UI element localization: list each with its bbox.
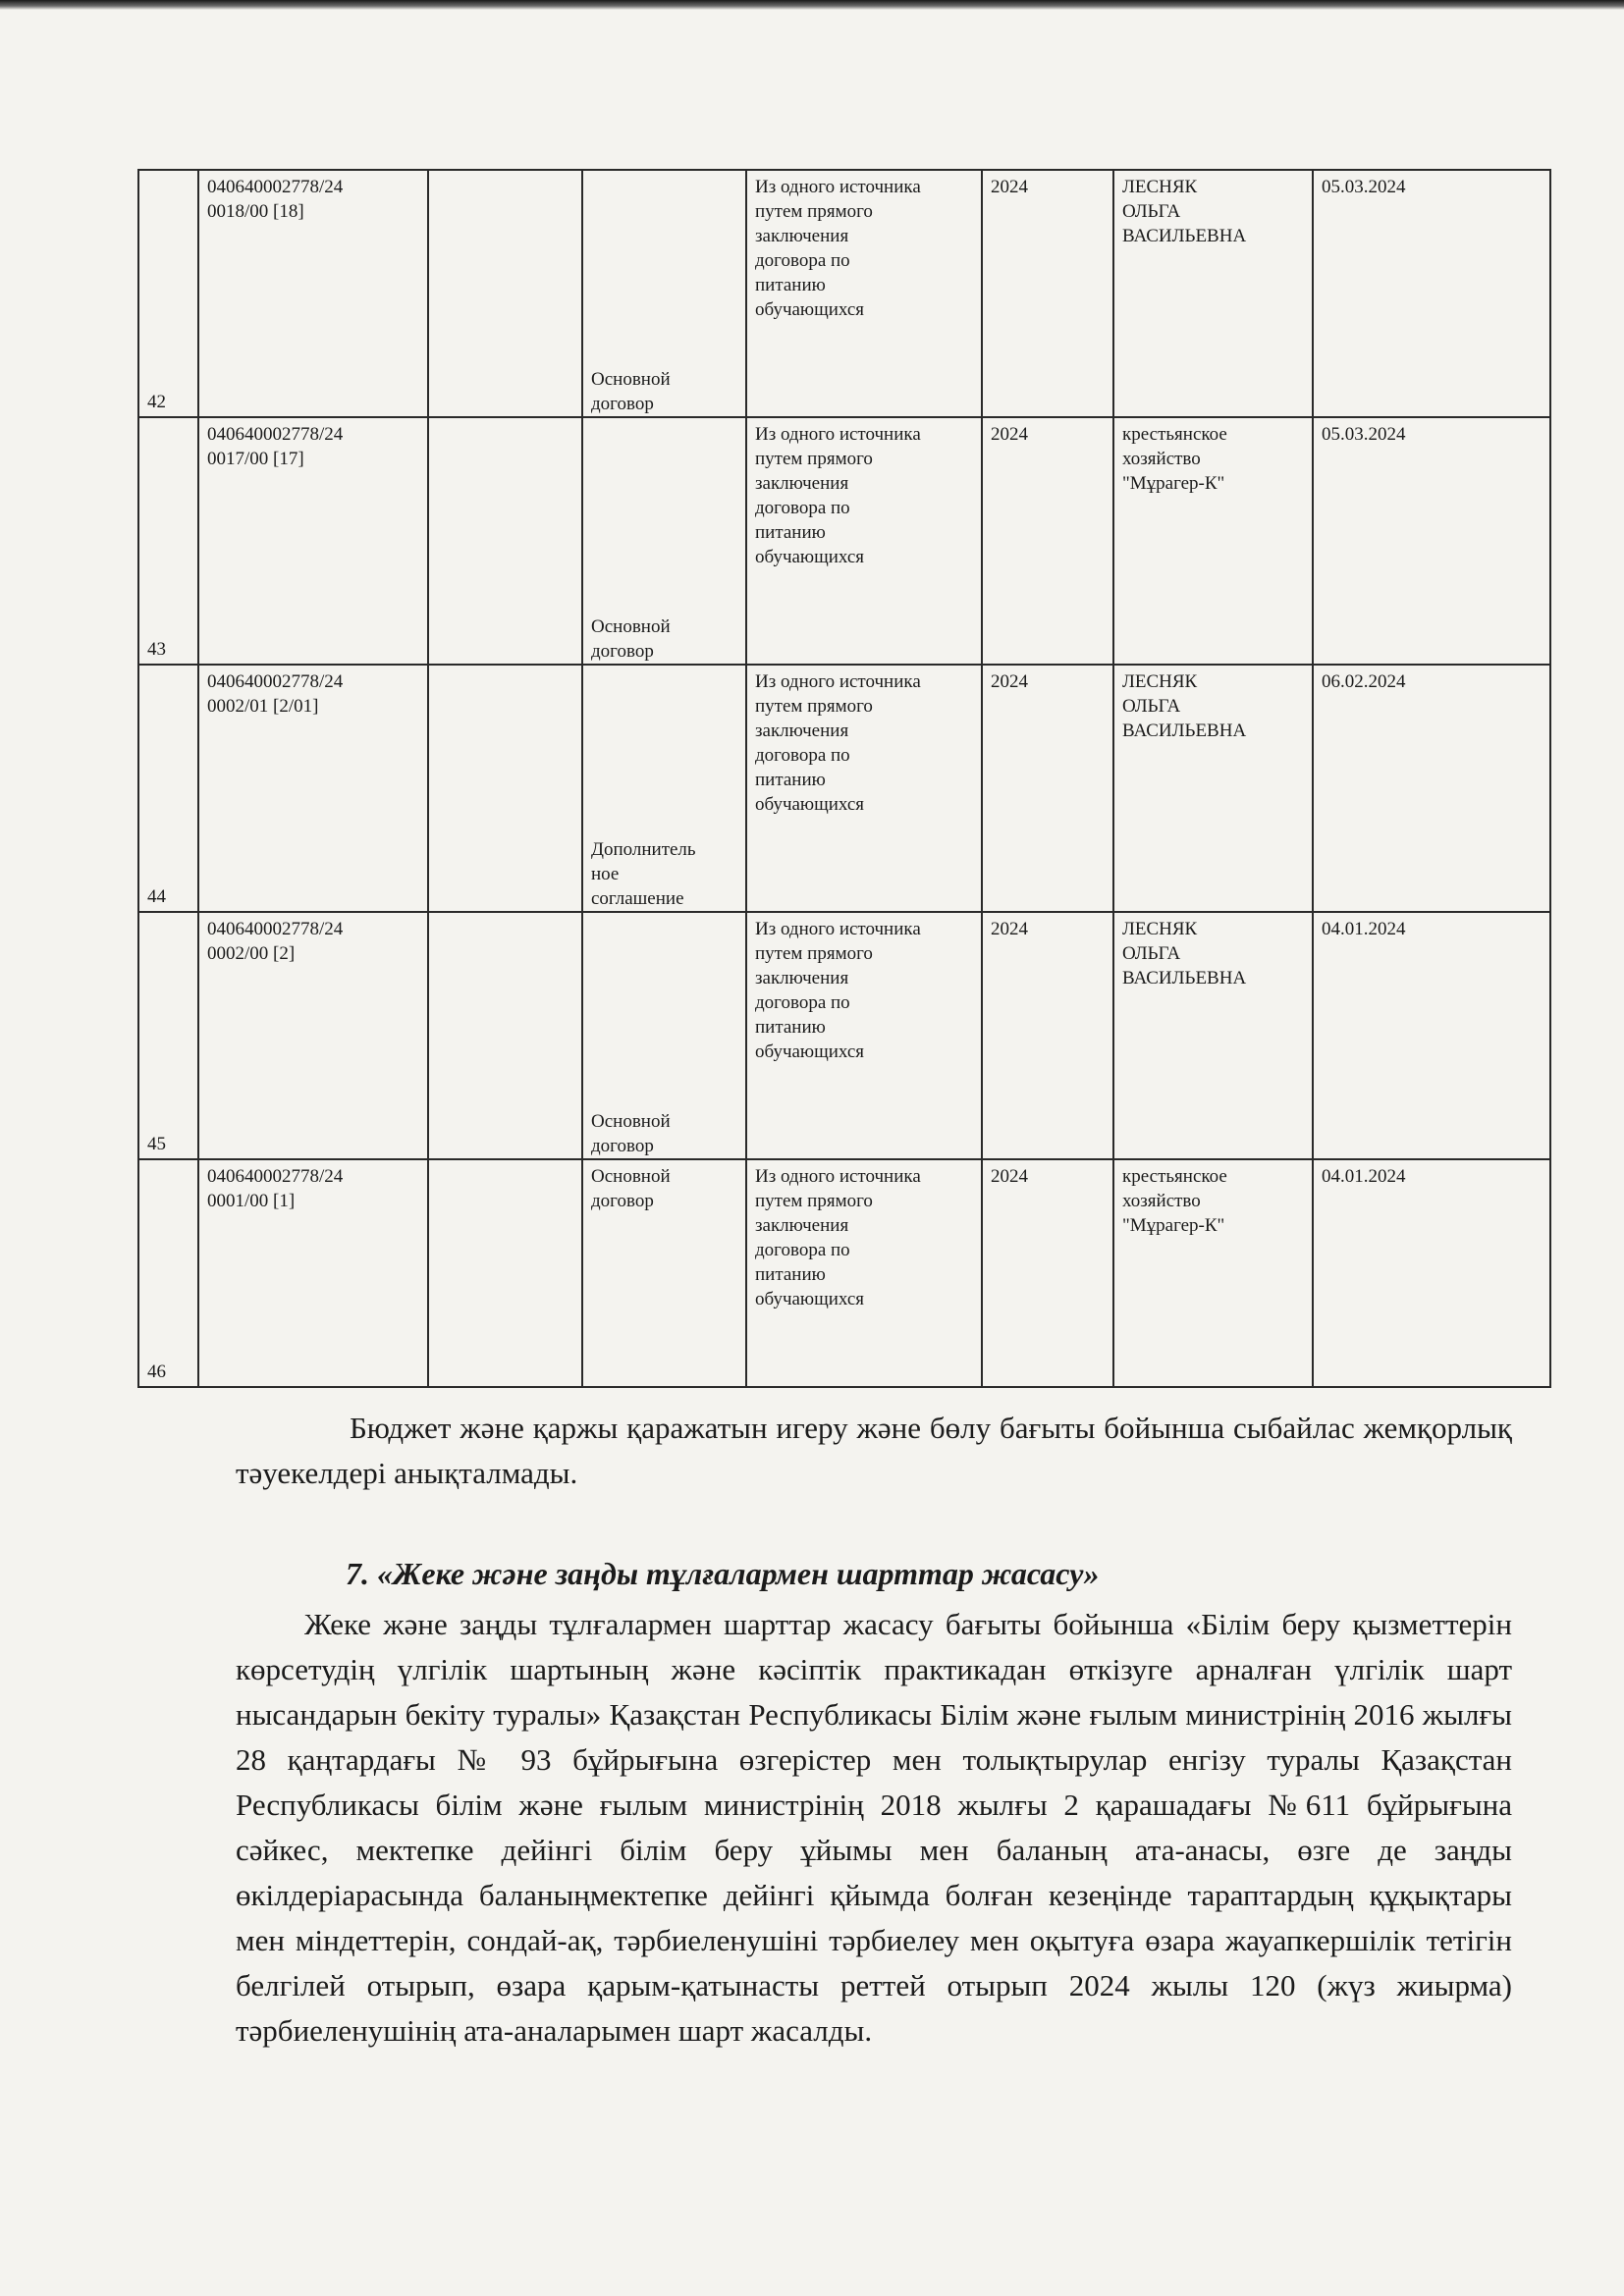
row-number: 44: [138, 665, 198, 912]
contract-number: 040640002778/24 0001/00 [1]: [198, 1159, 428, 1387]
contract-year: 2024: [982, 170, 1113, 417]
supplier-name: ЛЕСНЯК ОЛЬГА ВАСИЛЬЕВНА: [1113, 665, 1313, 912]
procurement-method: Из одного источника путем прямого заключения договора по питанию обучающихся: [746, 170, 982, 417]
empty-cell: [428, 912, 582, 1159]
supplier-name: крестьянское хозяйство "Мұрагер-К": [1113, 1159, 1313, 1387]
empty-cell: [428, 1159, 582, 1387]
contract-type: Основной договор: [582, 912, 746, 1159]
contract-year: 2024: [982, 1159, 1113, 1387]
contracts-paragraph: Жеке және заңды тұлғалармен шарттар жасасу бағыты бойынша «Білім беру қызметтерін көрсетудің үлгілік шартының және кәсіптік практикадан өткізуге арналған үлгілік шарт нысандарын бекіту туралы» Қазақстан Республикасы Білім және ғылым министрінің 2016 жылғы 28 қаңтардағы № 93 бұйрығына өзгерістер мен толықтырулар енгізу туралы Қазақстан Республикасы білім және ғылым министрінің 2018 жылғы 2 қарашадағы №611 бұйрығына сәйкес, мектепке дейінгі білім беру ұйымы мен баланың ата-анасы, өзге де заңды өкілдеріарасында баланыңмектепке дейінгі қйымда болған кезеңінде тараптардың құқықтары мен міндеттерін, сондай-ақ, тәрбиеленушіні тәрбиелеу мен оқытуға өзара жауапкершілік тетігін белгілей отырып, өзара қарым-қатынасты реттей отырып 2024 жылы 120 (жүз жиырма) тәрбиеленушінің ата-аналарымен шарт жасалды.: [236, 1607, 1512, 2048]
budget-paragraph: Бюджет және қаржы қаражатын игеру және бөлу бағыты бойынша сыбайлас жемқорлық тәуекелдері анықталмады.: [236, 1411, 1512, 1490]
contract-date: 04.01.2024: [1313, 1159, 1550, 1387]
contract-number: 040640002778/24 0002/01 [2/01]: [198, 665, 428, 912]
empty-cell: [428, 665, 582, 912]
contract-type: Дополнитель ное соглашение: [582, 665, 746, 912]
procurement-method: Из одного источника путем прямого заключения договора по питанию обучающихся: [746, 1159, 982, 1387]
empty-cell: [428, 417, 582, 665]
contract-date: 04.01.2024: [1313, 912, 1550, 1159]
procurement-method: Из одного источника путем прямого заключения договора по питанию обучающихся: [746, 665, 982, 912]
contracts-table-body: [138, 170, 1550, 1387]
procurement-method: Из одного источника путем прямого заключения договора по питанию обучающихся: [746, 417, 982, 665]
contract-year: 2024: [982, 417, 1113, 665]
contract-type: Основной договор: [582, 417, 746, 665]
row-number: 42: [138, 170, 198, 417]
contract-type: Основной договор: [582, 1159, 746, 1387]
procurement-method: Из одного источника путем прямого заключения договора по питанию обучающихся: [746, 912, 982, 1159]
table-row: [138, 665, 1550, 912]
row-number: 45: [138, 912, 198, 1159]
table-row: [138, 417, 1550, 665]
row-number: 43: [138, 417, 198, 665]
row-number: 46: [138, 1159, 198, 1387]
contract-date: 06.02.2024: [1313, 665, 1550, 912]
table-row: [138, 912, 1550, 1159]
supplier-name: ЛЕСНЯК ОЛЬГА ВАСИЛЬЕВНА: [1113, 912, 1313, 1159]
contract-date: 05.03.2024: [1313, 170, 1550, 417]
empty-cell: [428, 170, 582, 417]
contract-date: 05.03.2024: [1313, 417, 1550, 665]
contract-number: 040640002778/24 0017/00 [17]: [198, 417, 428, 665]
contract-year: 2024: [982, 665, 1113, 912]
table-row: [138, 170, 1550, 417]
contracts-table: [137, 169, 1551, 1388]
supplier-name: ЛЕСНЯК ОЛЬГА ВАСИЛЬЕВНА: [1113, 170, 1313, 417]
scan-edge: [0, 0, 1624, 10]
contract-type: Основной договор: [582, 170, 746, 417]
contract-number: 040640002778/24 0002/00 [2]: [198, 912, 428, 1159]
section-heading: 7. «Жеке және заңды тұлғалармен шарттар жасасу»: [346, 1556, 1100, 1591]
contract-number: 040640002778/24 0018/00 [18]: [198, 170, 428, 417]
table-row: [138, 1159, 1550, 1387]
contract-year: 2024: [982, 912, 1113, 1159]
supplier-name: крестьянское хозяйство "Мұрагер-К": [1113, 417, 1313, 665]
